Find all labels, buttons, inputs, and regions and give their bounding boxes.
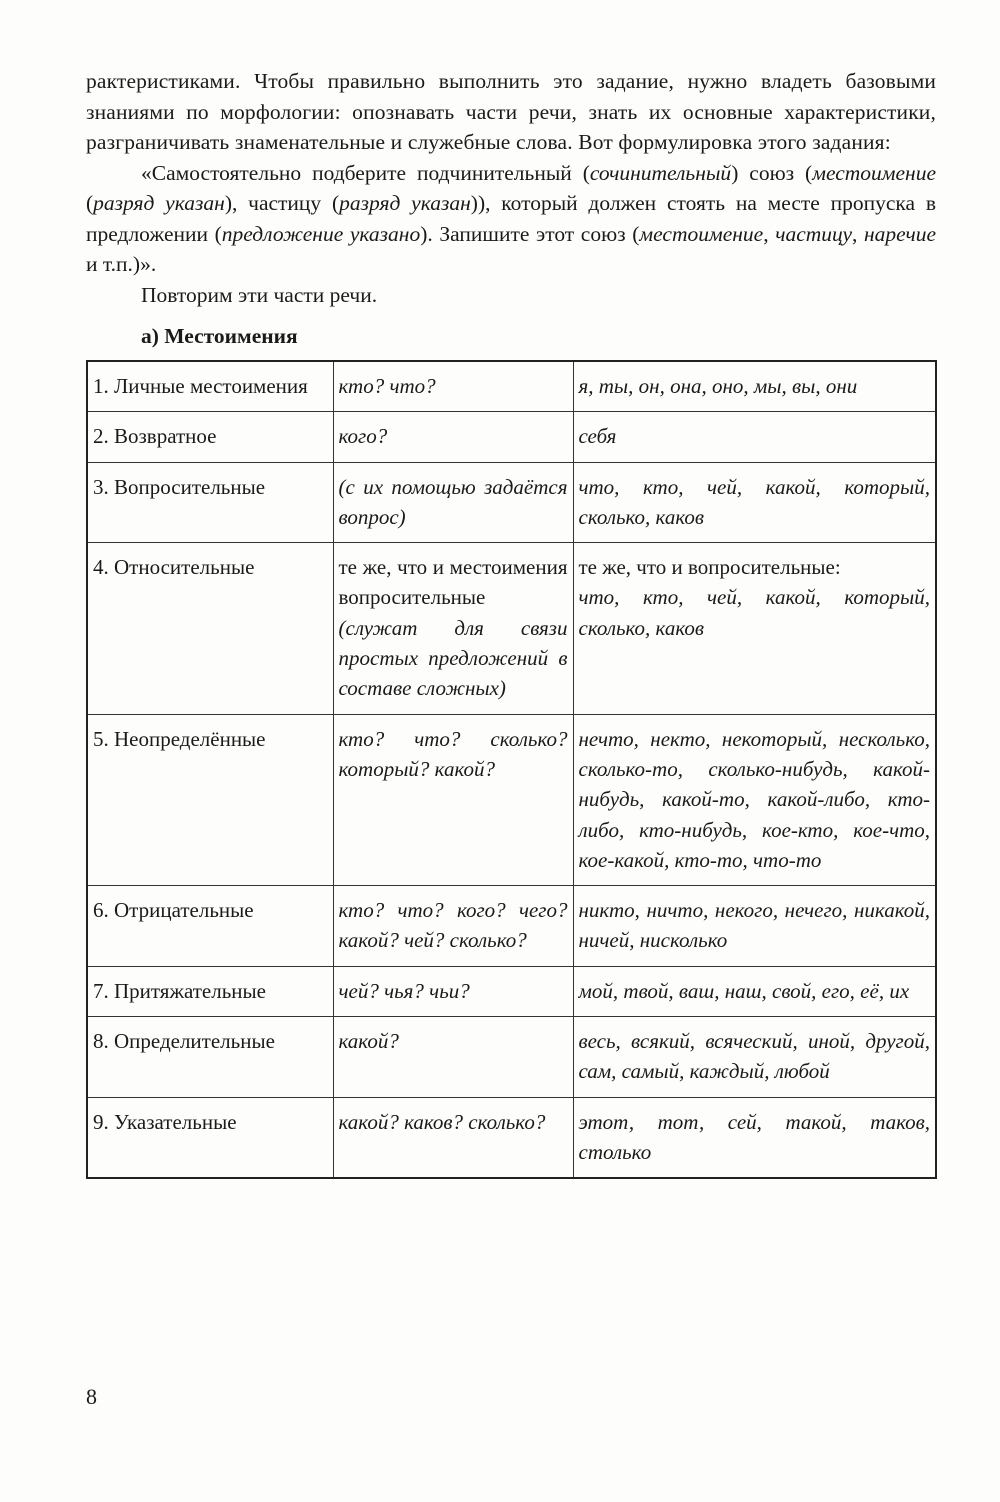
pronoun-category: 7. Притяжательные xyxy=(87,966,333,1016)
repeat-paragraph: Повторим эти части речи. xyxy=(141,282,378,307)
table-row xyxy=(87,966,936,1016)
table-row xyxy=(87,1017,936,1098)
pronoun-category: 4. Относительные xyxy=(87,543,333,714)
pronoun-category: 8. Определительные xyxy=(87,1017,333,1098)
pronoun-question: какой? xyxy=(333,1017,573,1098)
table-row xyxy=(87,412,936,462)
page-content xyxy=(86,66,936,1179)
pronoun-category: 2. Возвратное xyxy=(87,412,333,462)
pronoun-category: 9. Указательные xyxy=(87,1097,333,1178)
pronoun-question: какой? каков? сколько? xyxy=(333,1097,573,1178)
pronouns-table xyxy=(86,360,937,1179)
task-wording-paragraph: «Самостоятельно подберите подчинительный (сочинительный) союз (местоимение (разряд указан), частицу (разряд указан)), который должен стоять на месте пропуска в предложении (предложение указано). Запишите этот союз (местоимение, частицу, наречие и т.п.)». xyxy=(86,160,937,276)
table-row xyxy=(87,1097,936,1178)
pronoun-category: 5. Неопределённые xyxy=(87,714,333,885)
pronoun-examples: нечто, некто, некоторый, несколько, сколько-то, сколько-нибудь, какой-нибудь, какой-то, какой-либо, кто-либо, кто-нибудь, кое-кто, кое-что, кое-какой, кто-то, что-то xyxy=(573,714,936,885)
pronoun-examples: весь, всякий, всяческий, иной, другой, сам, самый, каждый, любой xyxy=(573,1017,936,1098)
pronoun-category: 3. Вопросительные xyxy=(87,462,333,543)
intro-paragraph: рактеристиками. Чтобы правильно выполнить это задание, нужно владеть базовыми знаниями по морфологии: опознавать части речи, знать их основные характеристики, разграничивать знаменательные и служебные слова. Вот формулировка этого задания: xyxy=(86,69,936,154)
pronoun-question: кого? xyxy=(333,412,573,462)
pronoun-question: те же, что и местоимения вопросительные (служат для связи простых предложений в составе сложных) xyxy=(333,543,573,714)
table-row xyxy=(87,462,936,543)
table-row xyxy=(87,361,936,412)
pronoun-question: (с их помощью задаётся вопрос) xyxy=(333,462,573,543)
pronoun-examples: я, ты, он, она, оно, мы, вы, они xyxy=(573,361,936,412)
section-title: а) Местоимения xyxy=(141,324,298,348)
pronoun-examples: что, кто, чей, какой, который, сколько, каков xyxy=(573,462,936,543)
pronoun-examples: себя xyxy=(573,412,936,462)
pronoun-category: 6. Отрицательные xyxy=(87,886,333,967)
pronoun-examples: этот, тот, сей, такой, таков, столько xyxy=(573,1097,936,1178)
pronoun-category: 1. Личные местоимения xyxy=(87,361,333,412)
table-row xyxy=(87,714,936,885)
pronoun-question: чей? чья? чьи? xyxy=(333,966,573,1016)
pronoun-question: кто? что? xyxy=(333,361,573,412)
pronoun-examples: те же, что и вопросительные: что, кто, чей, какой, который, сколько, каков xyxy=(573,543,936,714)
pronoun-examples: никто, ничто, некого, нечего, никакой, ничей, нисколько xyxy=(573,886,936,967)
page-number: 8 xyxy=(86,1384,97,1409)
pronoun-examples: мой, твой, ваш, наш, свой, его, её, их xyxy=(573,966,936,1016)
table-row xyxy=(87,886,936,967)
pronoun-question: кто? что? кого? чего? какой? чей? сколько? xyxy=(333,886,573,967)
pronoun-question: кто? что? сколько? который? какой? xyxy=(333,714,573,885)
table-row xyxy=(87,543,936,714)
